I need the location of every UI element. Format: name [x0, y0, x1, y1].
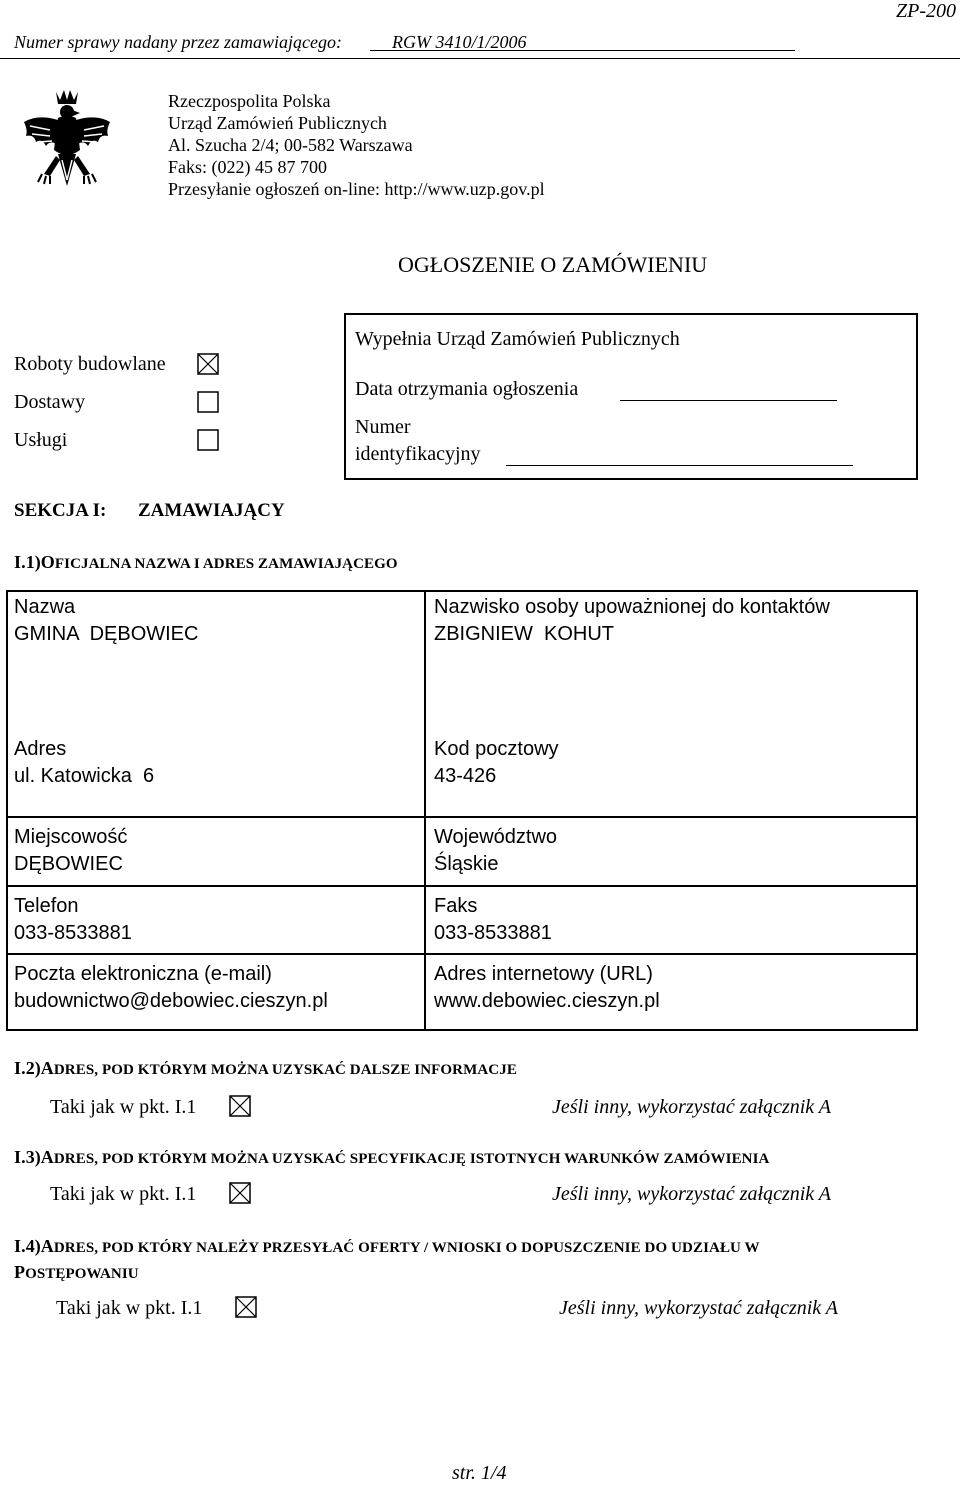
- checkbox-crossed-icon[interactable]: [197, 353, 219, 375]
- issuer-line-3: Al. Szucha 2/4; 00-582 Warszawa: [168, 135, 413, 155]
- subsection-4-heading-line-1: [14, 1236, 760, 1257]
- subsection-3-rest: DRES, POD KTÓRYM MOŻNA UZYSKAĆ SPECYFIKACJĘ ISTOTNYCH WARUNKÓW ZAMÓWIENIA: [53, 1151, 770, 1167]
- phone-label: Telefon: [14, 895, 79, 917]
- issuer-block: [168, 90, 545, 200]
- order-type-works-label: Roboty budowlane: [14, 353, 166, 375]
- name-cell: [14, 594, 198, 648]
- city-cell: [14, 824, 127, 878]
- authority-table-row-rule-1: [6, 816, 918, 818]
- subsection-2-rest: DRES, POD KTÓRYM MOŻNA UZYSKAĆ DALSZE INFORMACJE: [53, 1062, 517, 1078]
- page-number: str. 1/4: [452, 1462, 507, 1484]
- order-type-services-label: Usługi: [14, 429, 68, 451]
- subsection-2-num: I.2): [14, 1058, 41, 1078]
- url-value: www.debowiec.cieszyn.pl: [434, 990, 660, 1012]
- checkbox-crossed-icon[interactable]: [229, 1182, 251, 1204]
- address-label: Adres: [14, 738, 67, 760]
- issuer-line-5: Przesyłanie ogłoszeń on-line: http://www.uzp.gov.pl: [168, 179, 545, 199]
- subsection-4-num: I.4): [14, 1236, 41, 1256]
- section-code: SEKCJA I:: [14, 500, 107, 521]
- id-number-line[interactable]: [506, 465, 853, 466]
- contact-cell: [434, 594, 830, 648]
- subsection-3-first: A: [40, 1147, 54, 1167]
- received-date-label: Data otrzymania ogłoszenia: [355, 378, 579, 400]
- phone-cell: [14, 893, 132, 947]
- email-label: Poczta elektroniczna (e-mail): [14, 963, 272, 985]
- phone-value: 033-8533881: [14, 922, 132, 944]
- subsection-4-heading-line-2: [14, 1262, 139, 1283]
- email-value: budownictwo@debowiec.cieszyn.pl: [14, 990, 328, 1012]
- subsection-3-same-label: Taki jak w pkt. I.1: [50, 1183, 197, 1205]
- header-rule: [0, 58, 960, 59]
- checkbox-empty-icon[interactable]: [197, 429, 219, 451]
- province-value: Śląskie: [434, 853, 499, 875]
- subsection-1-heading: [14, 552, 398, 573]
- subsection-2-same-label: Taki jak w pkt. I.1: [50, 1096, 197, 1118]
- page-title: OGŁOSZENIE O ZAMÓWIENIU: [398, 252, 708, 277]
- subsection-2-first: A: [40, 1058, 54, 1078]
- fax-label: Faks: [434, 895, 478, 917]
- checkbox-crossed-icon[interactable]: [235, 1296, 257, 1318]
- order-type-supplies-label: Dostawy: [14, 391, 86, 413]
- authority-table-row-rule-2: [6, 885, 918, 887]
- subsection-3-other-label: Jeśli inny, wykorzystać załącznik A: [552, 1183, 832, 1205]
- subsection-1-rest: FICJALNA NAZWA I ADRES ZAMAWIAJĄCEGO: [54, 556, 398, 572]
- issuer-line-2: Urząd Zamówień Publicznych: [168, 113, 387, 133]
- authority-table-divider: [424, 590, 426, 1031]
- subsection-4-first: A: [40, 1236, 54, 1256]
- checkbox-crossed-icon[interactable]: [229, 1095, 251, 1117]
- subsection-1-num: I.1): [14, 552, 41, 572]
- authority-table-row-rule-3: [6, 953, 918, 955]
- city-value: DĘBOWIEC: [14, 853, 123, 875]
- subsection-2-other-label: Jeśli inny, wykorzystać załącznik A: [552, 1096, 832, 1118]
- case-number-label-text: Numer sprawy nadany przez zamawiającego:: [14, 32, 342, 52]
- address-value: ul. Katowicka 6: [14, 765, 155, 787]
- postcode-cell: [434, 736, 559, 790]
- subsection-3-num: I.3): [14, 1147, 41, 1167]
- id-number-label-1: Numer: [355, 416, 411, 438]
- case-number-underline: [370, 50, 795, 51]
- contact-value: ZBIGNIEW KOHUT: [434, 623, 614, 645]
- url-label: Adres internetowy (URL): [434, 963, 653, 985]
- subsection-1-first: O: [40, 552, 55, 572]
- fax-value: 033-8533881: [434, 922, 552, 944]
- form-code: ZP-200: [896, 0, 956, 22]
- fax-cell: [434, 893, 552, 947]
- polish-eagle-emblem-icon: [20, 86, 114, 194]
- checkbox-empty-icon[interactable]: [197, 391, 219, 413]
- postcode-value: 43-426: [434, 765, 497, 787]
- name-label: Nazwa: [14, 596, 76, 618]
- name-value: GMINA DĘBOWIEC: [14, 623, 199, 645]
- province-label: Województwo: [434, 826, 558, 848]
- subsection-4-rest-1: DRES, POD KTÓRY NALEŻY PRZESYŁAĆ OFERTY / WNIOSKI O DOPUSZCZENIE DO UDZIAŁU W: [53, 1240, 760, 1256]
- issuer-line-1: Rzeczpospolita Polska: [168, 91, 331, 111]
- issuer-line-4: Faks: (022) 45 87 700: [168, 157, 327, 177]
- email-cell: [14, 961, 328, 1015]
- province-cell: [434, 824, 557, 878]
- subsection-4-same-label: Taki jak w pkt. I.1: [56, 1297, 203, 1319]
- subsection-4-other-label: Jeśli inny, wykorzystać załącznik A: [559, 1297, 839, 1319]
- url-cell: [434, 961, 660, 1015]
- subsection-4-line2-first: P: [14, 1262, 26, 1282]
- section-title: ZAMAWIAJĄCY: [138, 500, 285, 521]
- address-cell: [14, 736, 154, 790]
- contact-label: Nazwisko osoby upoważnionej do kontaktów: [434, 596, 830, 618]
- subsection-2-heading: [14, 1058, 517, 1079]
- postcode-label: Kod pocztowy: [434, 738, 559, 760]
- case-number-label: [14, 32, 342, 53]
- id-number-label-2: identyfikacyjny: [355, 443, 481, 465]
- subsection-4-rest-2: OSTĘPOWANIU: [25, 1266, 139, 1282]
- office-box-heading: Wypełnia Urząd Zamówień Publicznych: [355, 328, 680, 350]
- received-date-line[interactable]: [620, 400, 837, 401]
- city-label: Miejscowość: [14, 826, 128, 848]
- case-number-value: RGW 3410/1/2006: [392, 32, 527, 52]
- subsection-3-heading: [14, 1147, 769, 1168]
